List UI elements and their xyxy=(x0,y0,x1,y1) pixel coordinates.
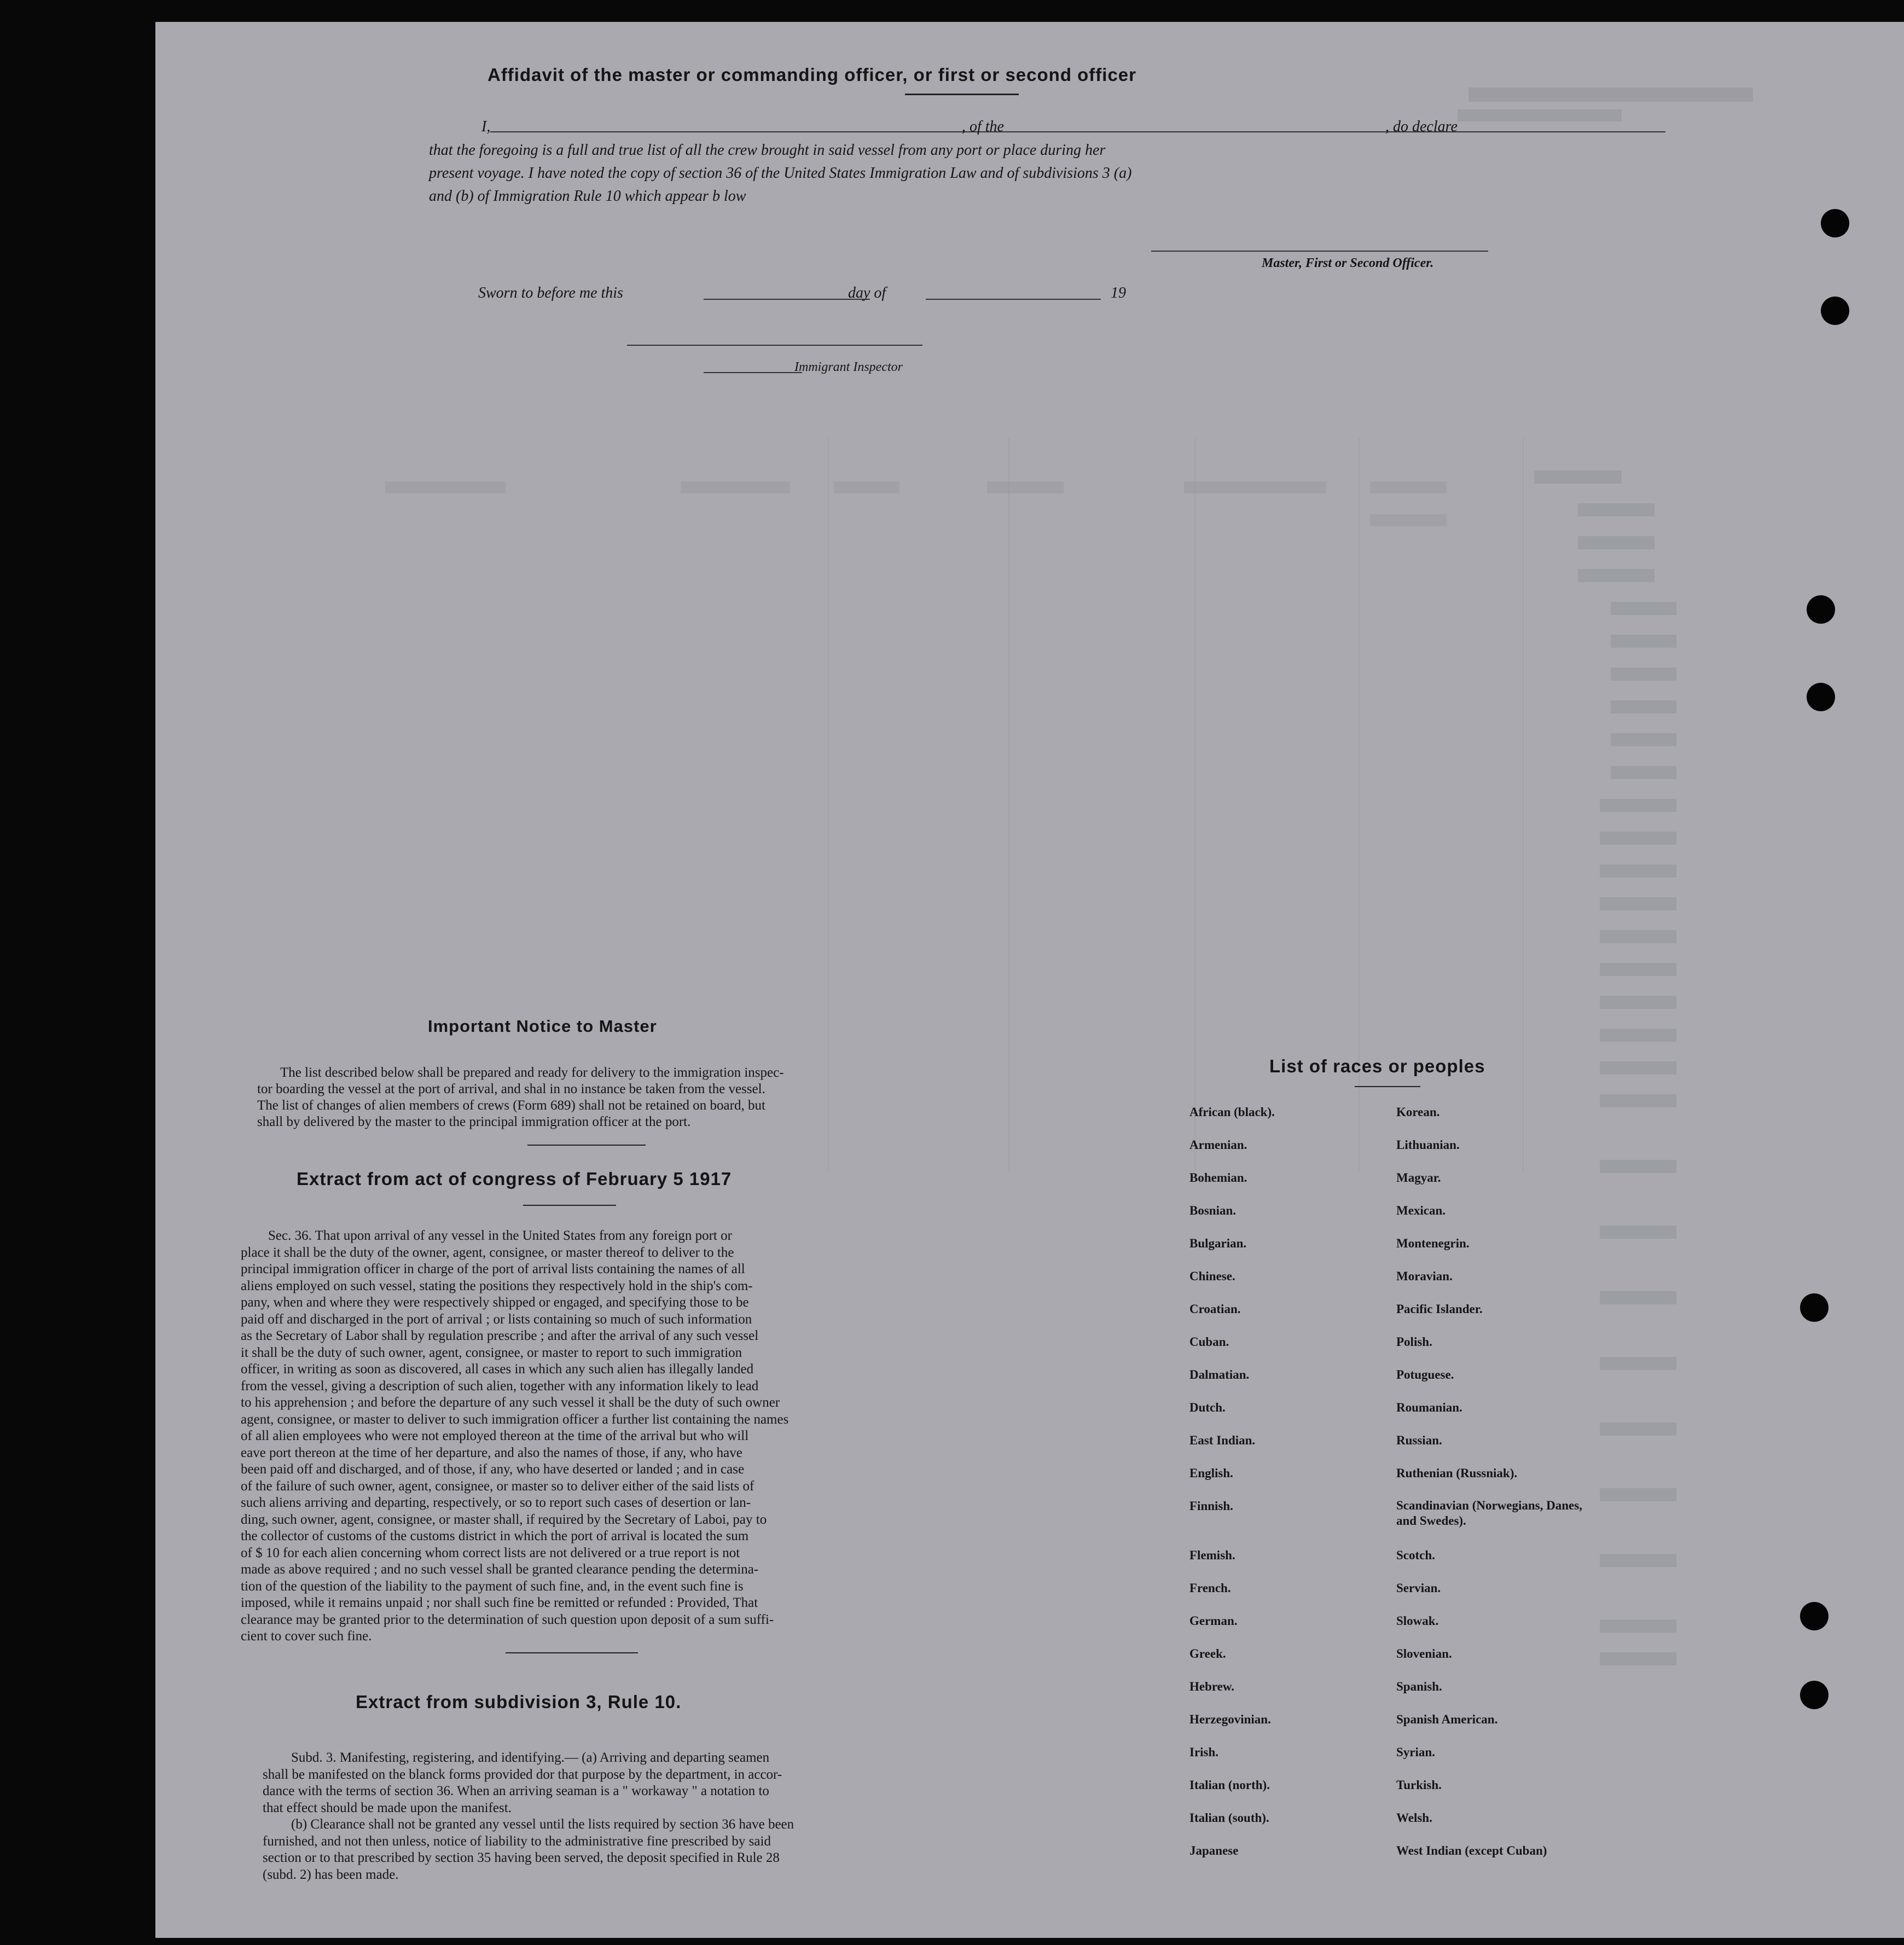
race-item: Hebrew. xyxy=(1189,1680,1234,1693)
race-item: Polish. xyxy=(1396,1335,1432,1349)
title-underline xyxy=(905,94,1019,95)
extract-rule-title: Extract from subdivision 3, Rule 10. xyxy=(356,1692,682,1712)
race-item: Ruthenian (Russniak). xyxy=(1396,1466,1518,1480)
act-line: agent, consignee, or master to deliver to such immigration officer a further list containing the names xyxy=(241,1412,789,1427)
notice-body xyxy=(257,1065,892,1130)
race-item: Spanish. xyxy=(1396,1680,1442,1693)
inspector-short-line xyxy=(704,372,802,373)
race-item: East Indian. xyxy=(1189,1433,1256,1447)
affidavit-title: Affidavit of the master or commanding officer, or first or second officer xyxy=(487,65,1136,85)
act-line: place it shall be the duty of the owner, agent, consignee, or master thereof to deliver to the xyxy=(241,1245,734,1260)
act-line: as the Secretary of Labor shall by regulation prescribe ; and after the arrival of any such vessel xyxy=(241,1328,759,1343)
of-the-label: , of the xyxy=(962,118,1004,135)
race-item: Slovenian. xyxy=(1396,1647,1452,1660)
race-item: Magyar. xyxy=(1396,1171,1441,1185)
races-left-column xyxy=(1189,1104,1275,1876)
extract-divider xyxy=(506,1652,638,1653)
race-item: Potuguese. xyxy=(1396,1368,1454,1381)
day-of-label: day of xyxy=(848,285,886,301)
act-line: tion of the question of the liability to the payment of such fine, and, in the event such fine is xyxy=(241,1578,744,1594)
notice-title: Important Notice to Master xyxy=(428,1017,657,1036)
punch-hole xyxy=(1807,683,1835,711)
race-item: African (black). xyxy=(1189,1105,1275,1119)
punch-hole xyxy=(1821,297,1849,325)
race-item: Syrian. xyxy=(1396,1745,1435,1759)
race-item: Flemish. xyxy=(1189,1548,1235,1562)
race-item: Lithuanian. xyxy=(1396,1138,1460,1152)
race-item: Welsh. xyxy=(1396,1811,1432,1825)
act-line: cient to cover such fine. xyxy=(241,1629,372,1644)
punch-hole xyxy=(1800,1293,1828,1322)
act-line: aliens employed on such vessel, stating the positions they respectively hold in the ship's com- xyxy=(241,1278,753,1293)
race-item: Mexican. xyxy=(1396,1204,1446,1217)
race-item: Moravian. xyxy=(1396,1269,1453,1283)
affidavit-line: present voyage. I have noted the copy of section 36 of the United States Immigration Law and of subdivisions 3 (a) xyxy=(429,165,1132,182)
race-item: Slowak. xyxy=(1396,1614,1439,1628)
race-item: Dutch. xyxy=(1189,1401,1226,1414)
race-item: Cuban. xyxy=(1189,1335,1229,1349)
rule-line: section or to that prescribed by section 35 having been served, the deposit specified in Rule 28 xyxy=(263,1850,780,1865)
act-line: such aliens arriving and departing, respectively, or so to report such cases of desertion or lan- xyxy=(241,1495,751,1510)
act-line: Sec. 36. That upon arrival of any vessel in the United States from any foreign port or xyxy=(268,1228,732,1243)
sworn-day-blank-line xyxy=(704,299,870,300)
rule-line: that effect should be made upon the manifest. xyxy=(263,1800,512,1815)
affidavit-i-label: I, xyxy=(481,118,491,135)
punch-hole xyxy=(1800,1681,1828,1709)
act-line: it shall be the duty of such owner, agent, consignee, or master to report to such immigration xyxy=(241,1345,742,1360)
race-item: Croatian. xyxy=(1189,1302,1241,1316)
extract-act-underline xyxy=(523,1205,616,1206)
act-line: made as above required ; and no such vessel shall be granted clearance pending the determina- xyxy=(241,1562,759,1577)
act-line: eave port thereon at the time of her departure, and also the names of those, if any, who have xyxy=(241,1445,742,1460)
sworn-month-blank-line xyxy=(926,299,1101,300)
year-label: 19 xyxy=(1111,285,1126,301)
act-line: ding, such owner, agent, consignee, or master shall, if required by the Secretary of Laboi, pay to xyxy=(241,1512,767,1527)
punch-hole xyxy=(1821,209,1849,237)
race-item: Bohemian. xyxy=(1189,1171,1247,1185)
race-item: Montenegrin. xyxy=(1396,1236,1470,1250)
act-line: officer, in writing as soon as discovered, all cases in which any such alien has illegally landed xyxy=(241,1362,754,1377)
race-item: Greek. xyxy=(1189,1647,1226,1660)
race-item: Scotch. xyxy=(1396,1548,1435,1562)
punch-hole xyxy=(1800,1602,1828,1630)
race-item: Armenian. xyxy=(1189,1138,1247,1152)
race-item: Scandinavian (Norwegians, Danes, and Swedes). xyxy=(1396,1499,1582,1528)
act-line: the collector of customs of the customs district in which the port of arrival is located the sum xyxy=(241,1529,749,1543)
extract-act-body xyxy=(241,1228,880,1645)
race-item: Bulgarian. xyxy=(1189,1236,1247,1250)
rule-line: (b) Clearance shall not be granted any vessel until the lists required by section 36 have been xyxy=(291,1817,794,1832)
notice-line: The list of changes of alien members of crews (Form 689) shall not be retained on board, but xyxy=(257,1098,765,1113)
race-item: German. xyxy=(1189,1614,1238,1628)
rule-line: furnished, and not then unless, notice of liability to the administrative fine prescribed by said xyxy=(263,1833,771,1849)
inspector-label: Immigrant Inspector xyxy=(794,360,903,374)
notice-line: shall by delivered by the master to the principal immigration officer at the port. xyxy=(257,1114,691,1129)
notice-divider xyxy=(527,1145,646,1146)
race-item: Chinese. xyxy=(1189,1269,1235,1283)
act-line: been paid off and discharged, and of those, if any, who have deserted or landed ; and in case xyxy=(241,1462,745,1477)
races-right-column xyxy=(1396,1104,1604,1876)
sworn-label: Sworn to before me this xyxy=(478,285,623,301)
act-line: of the failure of such owner, agent, consignee, or master so to deliver either of the said lists of xyxy=(241,1478,754,1494)
race-item: West Indian (except Cuban) xyxy=(1396,1844,1547,1857)
act-line: pany, when and where they were respectively shipped or engaged, and specifying those to be xyxy=(241,1295,749,1310)
race-item: Italian (north). xyxy=(1189,1778,1270,1792)
race-item: Italian (south). xyxy=(1189,1811,1269,1825)
race-item: Roumanian. xyxy=(1396,1401,1462,1414)
race-item: Turkish. xyxy=(1396,1778,1442,1792)
race-item: Japanese xyxy=(1189,1844,1239,1857)
punch-hole xyxy=(1807,595,1835,624)
act-line: from the vessel, giving a description of such alien, together with any information likely to lead xyxy=(241,1378,759,1394)
race-item: Bosnian. xyxy=(1189,1204,1237,1217)
act-line: of $ 10 for each alien concerning whom correct lists are not delivered or a true report is not xyxy=(241,1545,740,1560)
rule-line: (subd. 2) has been made. xyxy=(263,1867,399,1882)
race-item: Finnish. xyxy=(1189,1499,1233,1513)
race-item: Pacific Islander. xyxy=(1396,1302,1483,1316)
race-item: Servian. xyxy=(1396,1581,1441,1595)
affidavit-line: that the foregoing is a full and true list of all the crew brought in said vessel from any port or place during her xyxy=(429,142,1106,159)
rule-line: dance with the terms of section 36. When an arriving seaman is a " workaway " a notation to xyxy=(263,1784,769,1798)
races-underline xyxy=(1355,1086,1420,1087)
race-item: Korean. xyxy=(1396,1105,1440,1119)
race-item: Dalmatian. xyxy=(1189,1368,1250,1381)
act-line: to his apprehension ; and before the departure of any such vessel it shall be the duty of such owner xyxy=(241,1395,780,1410)
act-line: of all alien employees who were not employed thereon at the time of the arrival but who will xyxy=(241,1429,749,1443)
act-line: principal immigration officer in charge of the port of arrival lists containing the names of all xyxy=(241,1262,745,1276)
signature-label: Master, First or Second Officer. xyxy=(1262,256,1434,270)
vessel-blank-line xyxy=(1029,131,1665,132)
affidavit-line: and (b) of Immigration Rule 10 which appear b low xyxy=(429,188,746,205)
document-page xyxy=(155,22,1904,1938)
notice-line: tor boarding the vessel at the port of arrival, and shal in no instance be taken from the vessel. xyxy=(257,1082,765,1096)
signature-blank-line xyxy=(1151,251,1488,252)
race-item: English. xyxy=(1189,1466,1233,1480)
races-title: List of races or peoples xyxy=(1269,1056,1485,1076)
act-line: imposed, while it remains unpaid ; nor shall such fine be remitted or refunded : Provided, That xyxy=(241,1595,758,1610)
race-item: Herzegovinian. xyxy=(1189,1712,1271,1726)
declare-label: , do declare xyxy=(1385,118,1458,135)
race-item: Russian. xyxy=(1396,1433,1442,1447)
extract-act-title: Extract from act of congress of February 5 1917 xyxy=(297,1169,732,1189)
act-line: paid off and discharged in the port of arrival ; or lists containing so much of such information xyxy=(241,1311,752,1327)
rule-line: Subd. 3. Manifesting, registering, and identifying.— (a) Arriving and departing seamen xyxy=(291,1750,770,1765)
extract-rule-body xyxy=(263,1750,880,1883)
act-line: clearance may be granted prior to the determination of such question upon deposit of a sum suffi- xyxy=(241,1612,774,1627)
bleed-through-texture xyxy=(155,22,1904,1938)
inspector-blank-line xyxy=(627,345,922,346)
notice-line: The list described below shall be prepared and ready for delivery to the immigration inspec- xyxy=(280,1065,784,1080)
race-item: Irish. xyxy=(1189,1745,1219,1759)
race-item: Spanish American. xyxy=(1396,1712,1498,1726)
rule-line: shall be manifested on the blanck forms provided dor that purpose by the department, in accor- xyxy=(263,1767,782,1782)
race-item: French. xyxy=(1189,1581,1231,1595)
affidavit-body xyxy=(429,139,1531,208)
